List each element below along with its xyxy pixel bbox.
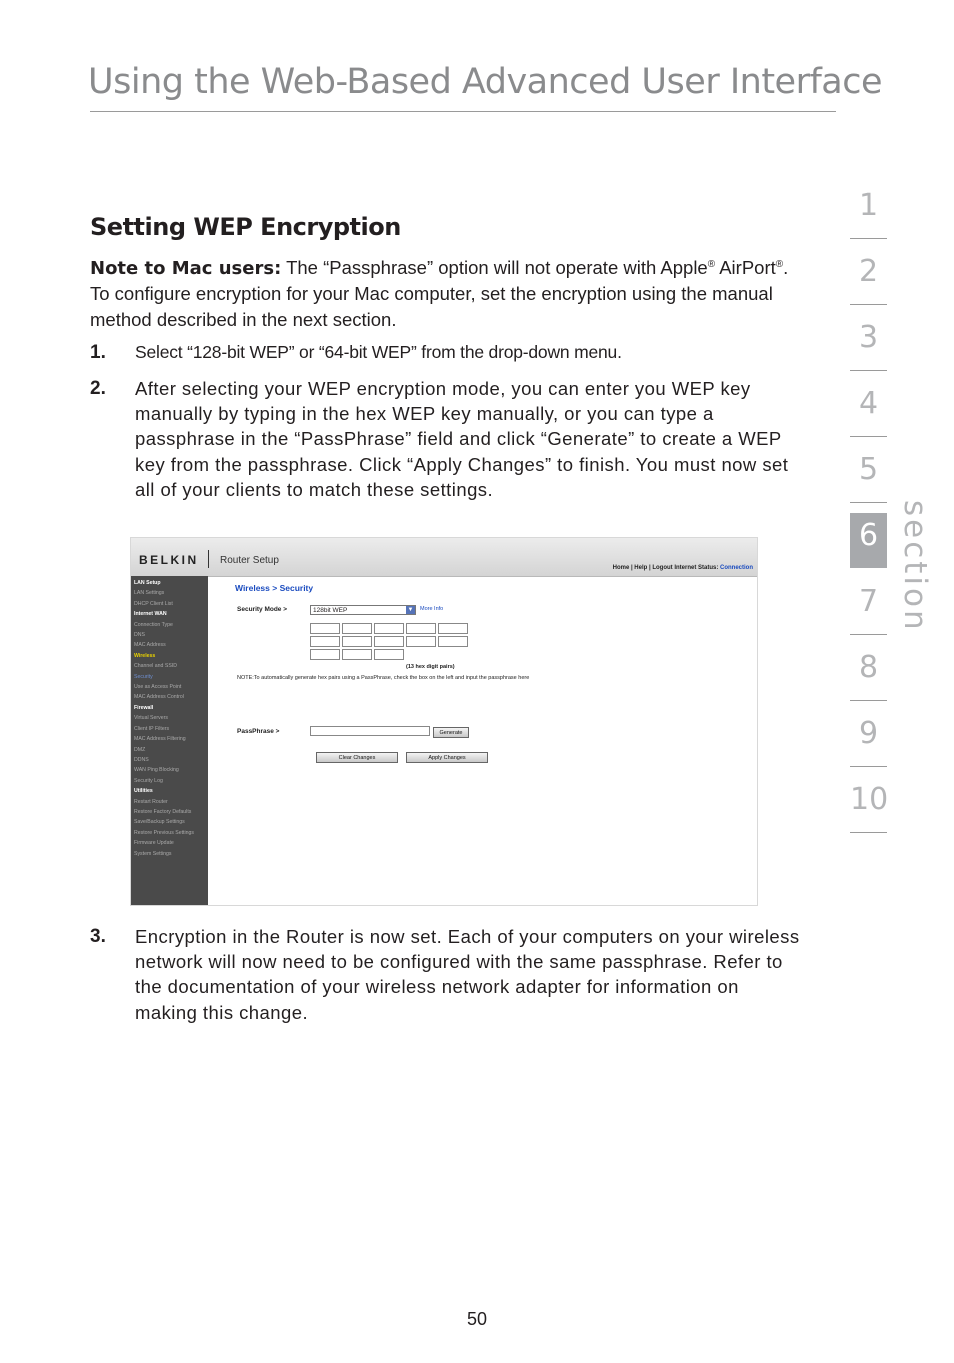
step-1 bbox=[90, 340, 802, 366]
screenshot-main bbox=[208, 576, 758, 906]
section-number-4[interactable]: 4 bbox=[850, 381, 887, 437]
grid-spacer bbox=[438, 649, 468, 660]
wep-key-field[interactable] bbox=[342, 636, 372, 647]
sidebar-item[interactable]: Utilities bbox=[134, 788, 153, 795]
section-number-2[interactable]: 2 bbox=[850, 249, 887, 305]
sidebar-item[interactable]: Internet WAN bbox=[134, 611, 167, 618]
hex-hint: (13 hex digit pairs) bbox=[406, 664, 455, 670]
more-info-link[interactable]: More Info bbox=[420, 606, 444, 612]
sidebar-item[interactable]: WAN Ping Blocking bbox=[134, 767, 179, 774]
breadcrumb: Wireless > Security bbox=[235, 583, 314, 593]
security-mode-value: 128bit WEP bbox=[313, 607, 348, 614]
sidebar-item[interactable]: DMZ bbox=[134, 746, 146, 753]
wep-key-field[interactable] bbox=[406, 623, 436, 634]
router-setup-screenshot bbox=[130, 537, 758, 906]
section-label: section bbox=[897, 500, 933, 633]
section-number-8[interactable]: 8 bbox=[850, 645, 887, 701]
sidebar-item[interactable]: Firewall bbox=[134, 704, 154, 711]
sidebar-item[interactable]: System Settings bbox=[134, 850, 172, 857]
sidebar-item[interactable]: LAN Settings bbox=[134, 590, 165, 597]
section-number-6-active[interactable]: 6 bbox=[850, 513, 887, 569]
wep-key-grid bbox=[310, 623, 468, 660]
sidebar-item[interactable]: Save/Backup Settings bbox=[134, 819, 185, 826]
wep-key-field[interactable] bbox=[342, 649, 372, 660]
sidebar-item[interactable]: Use as Access Point bbox=[134, 684, 182, 691]
sidebar-item[interactable]: Restore Factory Defaults bbox=[134, 808, 192, 815]
screenshot-sidebar bbox=[131, 576, 208, 906]
section-number-10[interactable]: 10 bbox=[850, 777, 887, 833]
sidebar-item[interactable]: Firmware Update bbox=[134, 840, 174, 847]
step-2 bbox=[90, 376, 802, 528]
section-number-3[interactable]: 3 bbox=[850, 315, 887, 371]
registered-mark-1: ® bbox=[707, 258, 716, 270]
wep-key-field[interactable] bbox=[374, 623, 404, 634]
section-number-5[interactable]: 5 bbox=[850, 447, 887, 503]
generate-button[interactable]: Generate bbox=[433, 727, 469, 738]
passphrase-label: PassPhrase > bbox=[237, 728, 280, 735]
sidebar-item[interactable]: Restart Router bbox=[134, 798, 168, 805]
sidebar-item[interactable]: Channel and SSID bbox=[134, 663, 177, 670]
sidebar-item[interactable]: DHCP Client List bbox=[134, 600, 173, 607]
clear-changes-button[interactable]: Clear Changes bbox=[316, 752, 398, 763]
chevron-down-icon[interactable]: ▼ bbox=[407, 607, 414, 613]
note-text-1: The “Passphrase” option will not operate with Apple bbox=[281, 257, 708, 278]
sidebar-item[interactable]: Client IP Filters bbox=[134, 725, 170, 732]
section-heading: Setting WEP Encryption bbox=[90, 213, 401, 241]
passphrase-note: NOTE:To automatically generate hex pairs using a PassPhrase, check the box on the left and input the passphrase here bbox=[237, 675, 530, 681]
page-number: 50 bbox=[466, 1309, 488, 1329]
top-links[interactable] bbox=[613, 565, 753, 571]
wep-key-field[interactable] bbox=[406, 636, 436, 647]
passphrase-input[interactable] bbox=[310, 726, 430, 736]
sidebar-item[interactable]: DDNS bbox=[134, 756, 149, 763]
wep-key-field[interactable] bbox=[310, 623, 340, 634]
sidebar-item[interactable]: MAC Address bbox=[134, 642, 166, 649]
sidebar-item[interactable]: Security Log bbox=[134, 777, 163, 784]
sidebar-item[interactable]: Virtual Servers bbox=[134, 715, 168, 722]
step-text: Encryption in the Router is now set. Each of your computers on your wireless network will now need to be configured with the same passphrase. Refer to the documentation of your wireless network adapter for information on making this change. bbox=[135, 926, 800, 1023]
step-3 bbox=[90, 924, 802, 1026]
wep-key-field[interactable] bbox=[374, 649, 404, 660]
section-number-9[interactable]: 9 bbox=[850, 711, 887, 767]
apply-changes-button[interactable]: Apply Changes bbox=[406, 752, 488, 763]
sidebar-item[interactable]: Wireless bbox=[134, 652, 156, 659]
wep-key-field[interactable] bbox=[438, 623, 468, 634]
step-number: 2. bbox=[90, 378, 106, 399]
logo-divider bbox=[208, 550, 209, 568]
step-text: Select “128-bit WEP” or “64-bit WEP” from the drop-down menu. bbox=[135, 342, 622, 362]
security-mode-select[interactable] bbox=[310, 605, 416, 615]
note-text-3: . To configure encryption for your Mac computer, set the encryption using the manual method described in the next section. bbox=[90, 257, 789, 330]
top-links-text[interactable]: Home | Help | Logout Internet Status: bbox=[612, 565, 719, 571]
registered-mark-2: ® bbox=[775, 258, 784, 270]
wep-key-field[interactable] bbox=[310, 636, 340, 647]
sidebar-item[interactable]: DNS bbox=[134, 632, 145, 639]
step-text: After selecting your WEP encryption mode, you can enter you WEP key manually by typing in the hex WEP key manually, or you can type a passphrase in the “PassPhrase” field and click “Generate” to create a WEP key from the passphrase. Click “Apply Changes” to finish. You must now set all of your clients to match these settings. bbox=[135, 378, 789, 500]
grid-spacer bbox=[406, 649, 436, 660]
screenshot-topbar bbox=[131, 538, 758, 577]
sidebar-item[interactable]: MAC Address Control bbox=[134, 694, 184, 701]
header-divider bbox=[90, 111, 836, 112]
sidebar-item[interactable]: Restore Previous Settings bbox=[134, 829, 194, 836]
mac-note bbox=[90, 255, 800, 332]
wep-key-field[interactable] bbox=[310, 649, 340, 660]
wep-key-field[interactable] bbox=[374, 636, 404, 647]
sidebar-item[interactable]: MAC Address Filtering bbox=[134, 736, 186, 743]
sidebar-item[interactable]: Security bbox=[134, 673, 153, 680]
step-number: 3. bbox=[90, 926, 106, 947]
note-lead: Note to Mac users: bbox=[90, 258, 282, 279]
section-nav bbox=[850, 183, 887, 843]
belkin-logo: BELKIN bbox=[139, 553, 199, 567]
section-number-1[interactable]: 1 bbox=[850, 183, 887, 239]
note-text-2: AirPort bbox=[715, 257, 776, 278]
page-header-title: Using the Web-Based Advanced User Interface bbox=[88, 62, 883, 102]
wep-key-field[interactable] bbox=[438, 636, 468, 647]
internet-status: Connection bbox=[720, 565, 753, 571]
wep-key-field[interactable] bbox=[342, 623, 372, 634]
sidebar-item[interactable]: Connection Type bbox=[134, 621, 173, 628]
section-number-7[interactable]: 7 bbox=[850, 579, 887, 635]
app-title: Router Setup bbox=[220, 555, 279, 566]
sidebar-item[interactable]: LAN Setup bbox=[134, 580, 161, 586]
step-number: 1. bbox=[90, 342, 106, 363]
security-mode-label: Security Mode > bbox=[237, 606, 288, 613]
